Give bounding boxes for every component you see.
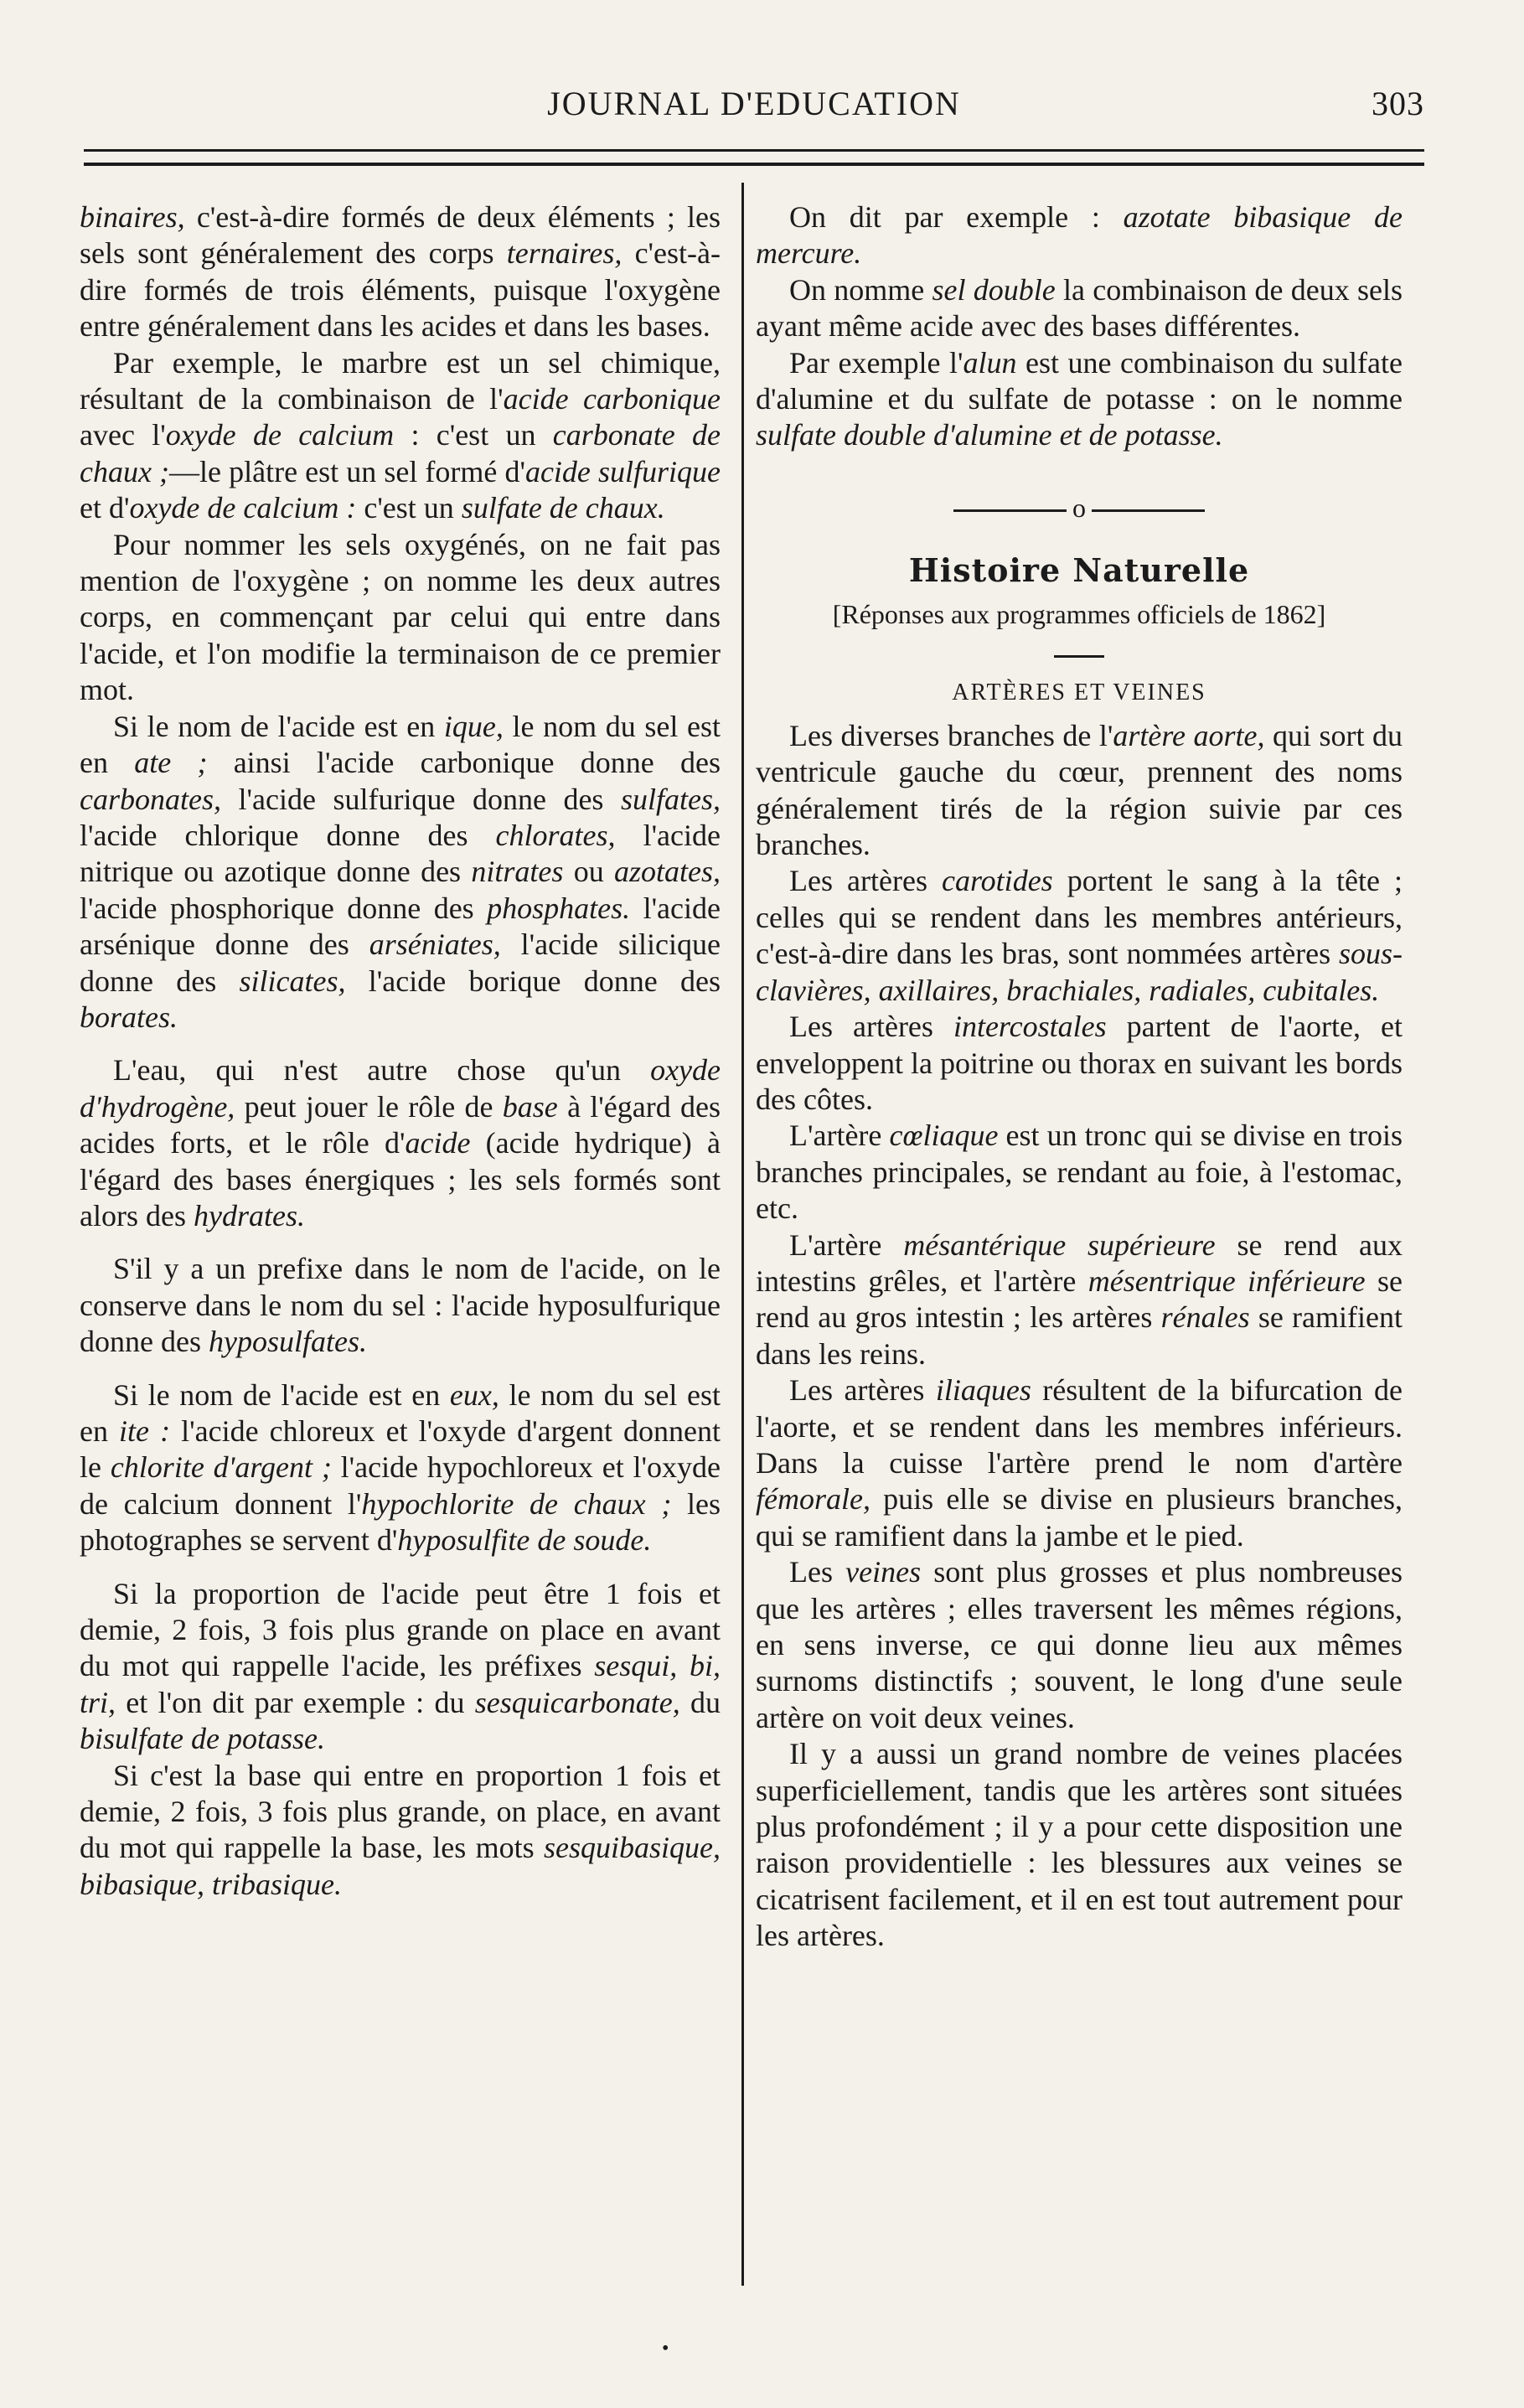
paragraph: Pour nommer les sels oxygénés, on ne fait pas mention de l'oxygène ; on nomme les deux autres corps, en commençant par celui qui entre dans l'acide, et l'on modifie la terminaison de ce premier mot.	[80, 527, 721, 707]
separator-line	[953, 509, 1067, 512]
paragraph: Par exemple l'alun est une combinaison du sulfate d'alumine et du sulfate de potasse : on le nomme sulfate double d'alumine et de potasse.	[756, 345, 1403, 452]
paragraph: L'artère cœliaque est un tronc qui se divise en trois branches principales, se rendant au foie, à l'estomac, etc.	[756, 1119, 1403, 1226]
footer-ornament: •	[662, 2338, 669, 2359]
paragraph: binaires, c'est-à-dire formés de deux éléments ; les sels sont généralement des corps ternaires, c'est-à-dire formés de trois éléments, puisque l'oxygène entre généralement dans les acides et dans les bases.	[80, 200, 721, 344]
short-rule	[1054, 655, 1104, 658]
section-title: Histoire Naturelle	[908, 550, 1250, 589]
page-header	[84, 84, 1424, 134]
paragraph: L'artère mésantérique supérieure se rend aux intestins grêles, et l'artère mésentrique inférieure se rend au gros intestin ; les artères rénales se ramifient dans les reins.	[756, 1227, 1403, 1371]
separator-line	[1092, 509, 1205, 512]
paragraph: Les diverses branches de l'artère aorte, qui sort du ventricule gauche du cœur, prennent des noms généralement tirés de la région suivie par ces branches.	[756, 718, 1403, 862]
paragraph: Si le nom de l'acide est en ique, le nom du sel est en ate ; ainsi l'acide carbonique donne des carbonates, l'acide sulfurique donne des sulfates, l'acide chlorique donne des chlorates, l'acide nitrique ou azotique donne des nitrates ou azotates, l'acide phosphorique donne des phosphates. l'acide arsénique donne des arséniates, l'acide silicique donne des silicates, l'acide borique donne des borates.	[80, 709, 721, 1034]
paragraph: L'eau, qui n'est autre chose qu'un oxyde d'hydrogène, peut jouer le rôle de base à l'égard des acides forts, et le rôle d'acide (acide hydrique) à l'égard des bases énergiques ; les sels formés sont alors des hydrates.	[80, 1053, 721, 1232]
paragraph: Les artères iliaques résultent de la bifurcation de l'aorte, et se rendent dans les membres inférieurs. Dans la cuisse l'artère prend le nom d'artère fémorale, puis elle se divise en plusieurs branches, qui se ramifient dans la jambe et le pied.	[756, 1373, 1403, 1553]
paragraph: Si le nom de l'acide est en eux, le nom du sel est en ite : l'acide chloreux et l'oxyde d'argent donnent le chlorite d'argent ; l'acide hypochloreux et l'oxyde de calcium donnent l'hypochlorite de chaux ; les photographes se servent d'hyposulfite de soude.	[80, 1377, 721, 1558]
section-subtitle: [Réponses aux programmes officiels de 1862]	[832, 598, 1326, 629]
subsection-title: ARTÈRES ET VEINES	[952, 679, 1206, 705]
paragraph: Si c'est la base qui entre en proportion 1 fois et demie, 2 fois, 3 fois plus grande, on place, en avant du mot qui rappelle la base, les mots sesquibasique, bibasique, tribasique.	[80, 1758, 721, 1901]
paragraph: Si la proportion de l'acide peut être 1 fois et demie, 2 fois, 3 fois plus grande on place en avant du mot qui rappelle l'acide, les préfixes sesqui, bi, tri, et l'on dit par exemple : du sesquicarbonate, du bisulfate de potasse.	[80, 1576, 721, 1756]
section-separator	[953, 492, 1205, 523]
paragraph: Les artères carotides portent le sang à la tête ; celles qui se rendent dans les membres antérieurs, c'est-à-dire dans les bras, sont nommées artères sous-clavières, axillaires, brachiales, radiales, cubitales.	[756, 864, 1403, 1007]
paragraph: S'il y a un prefixe dans le nom de l'acide, on le conserve dans le nom du sel : l'acide hyposulfurique donne des hyposulfates.	[80, 1252, 721, 1359]
paragraph: Les veines sont plus grosses et plus nombreuses que les artères ; elles traversent les mêmes régions, en sens inverse, ce qui donne lieu aux mêmes surnoms distinctifs ; souvent, le long d'une seule artère on voit deux veines.	[756, 1555, 1403, 1734]
header-rule-top	[84, 149, 1424, 152]
page-number: 303	[1372, 85, 1424, 122]
paragraph: On dit par exemple : azotate bibasique de mercure.	[756, 200, 1403, 271]
separator-mark: o	[1072, 492, 1086, 523]
column-divider	[741, 183, 744, 2286]
header-rule-bottom	[84, 163, 1424, 166]
paragraph: Par exemple, le marbre est un sel chimique, résultant de la combinaison de l'acide carbonique avec l'oxyde de calcium : c'est un carbonate de chaux ;—le plâtre est un sel formé d'acide sulfurique et d'oxyde de calcium : c'est un sulfate de chaux.	[80, 345, 721, 525]
running-title: JOURNAL D'EDUCATION	[547, 85, 961, 122]
paragraph: On nomme sel double la combinaison de deux sels ayant même acide avec des bases différentes.	[756, 272, 1403, 344]
left-column	[80, 199, 721, 1903]
right-column	[756, 199, 1403, 1955]
paragraph: Il y a aussi un grand nombre de veines placées superficiellement, tandis que les artères sont situées plus profondément ; il y a pour cette disposition une raison providentielle : les blessures aux veines se cicatrisent facilement, et il en est tout autrement pour les artères.	[756, 1737, 1403, 1953]
paragraph: Les artères intercostales partent de l'aorte, et enveloppent la poitrine ou thorax en suivant les bords des côtes.	[756, 1010, 1403, 1116]
